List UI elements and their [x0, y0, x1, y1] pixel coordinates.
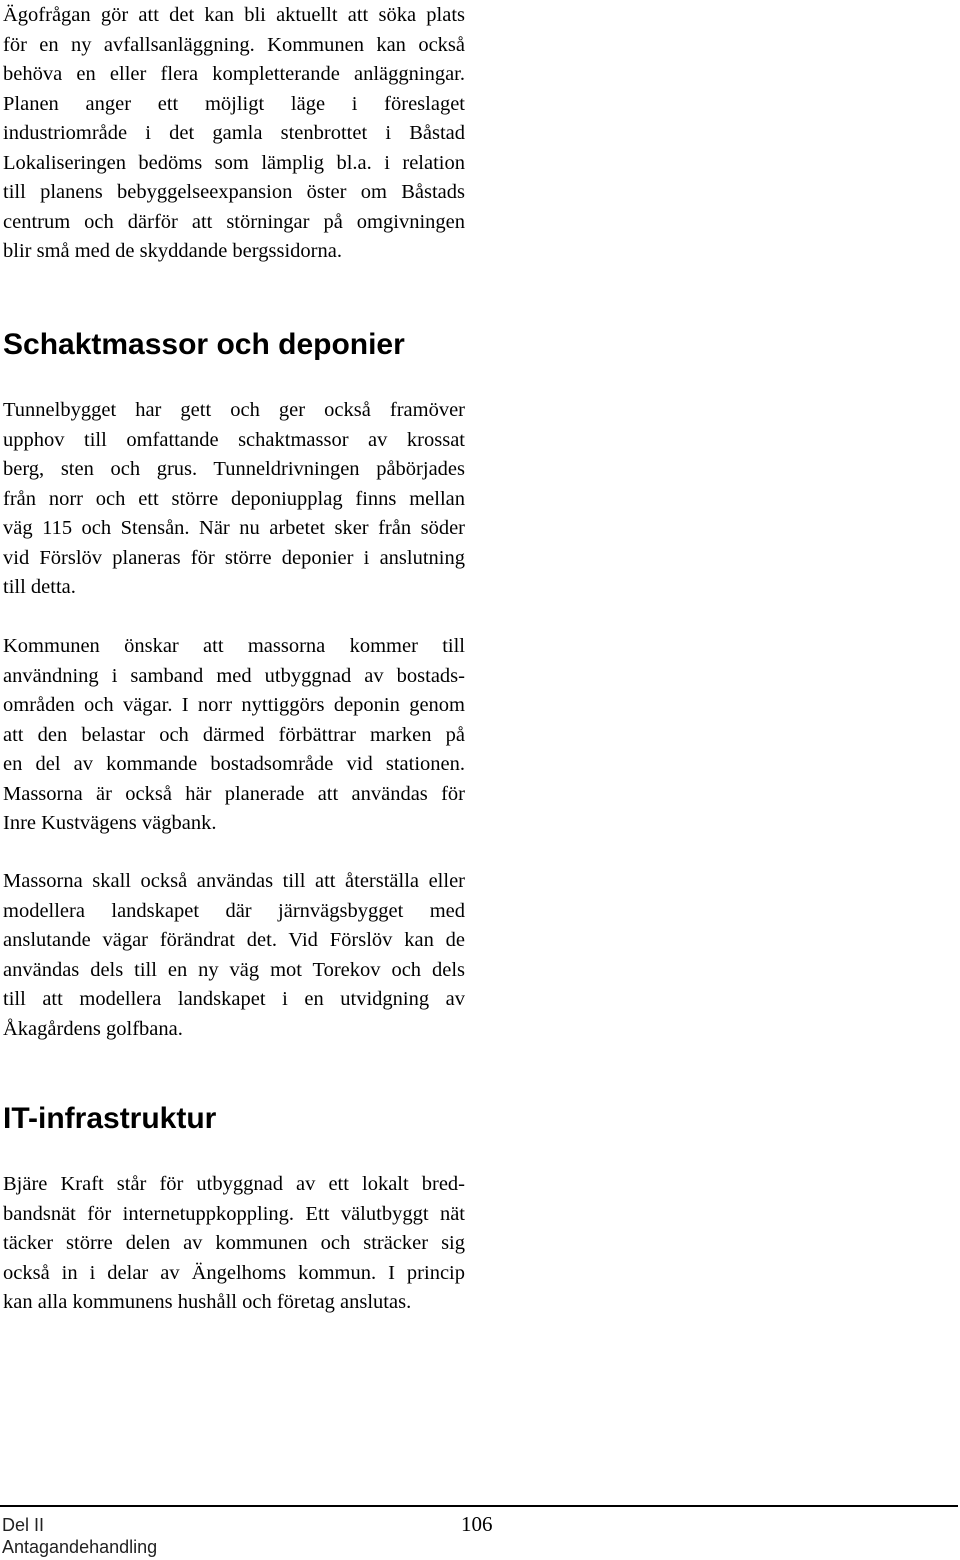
schakt-paragraph-1: [3, 396, 465, 603]
text-line: också in i delar av Ängelhoms kommun. I princip: [3, 1261, 465, 1284]
text-line: behöva en eller flera kompletterande anläggningar.: [3, 63, 465, 85]
text-line: blir små med de skyddande bergssidorna.: [3, 240, 342, 262]
text-line: Planen anger ett möjligt läge i föreslaget: [3, 92, 465, 115]
schakt-paragraph-2: [3, 632, 465, 839]
text-line: en del av kommande bostadsområde vid stationen.: [3, 753, 465, 775]
it-paragraph-1: [3, 1170, 465, 1318]
text-line: industriområde i det gamla stenbrottet i Båstad: [3, 122, 465, 144]
text-line: för en ny avfallsanläggning. Kommunen kan också: [3, 33, 465, 56]
intro-paragraph: [3, 1, 465, 267]
text-line: Åkagårdens golfbana.: [3, 1017, 183, 1040]
text-line: täcker större delen av kommunen och sträcker sig: [3, 1232, 465, 1254]
text-line: Ägofrågan gör att det kan bli aktuellt att söka plats: [3, 4, 465, 26]
text-line: Lokaliseringen bedöms som lämplig bl.a. i relation: [3, 151, 465, 174]
text-line: från norr och ett större deponiupplag finns mellan: [3, 487, 465, 510]
text-line: användas dels till en ny väg mot Torekov och dels: [3, 958, 465, 981]
text-line: Massorna skall också användas till att återställa eller: [3, 870, 465, 892]
page-number: 106: [461, 1512, 493, 1536]
text-line: modellera landskapet där järnvägsbygget med: [3, 899, 465, 922]
text-line: Massorna är också här planerade att användas för: [3, 782, 465, 805]
text-line: centrum och därför att störningar på omgivningen: [3, 210, 465, 233]
text-line: till planens bebyggelseexpansion öster om Båstads: [3, 181, 465, 203]
text-line: till detta.: [3, 576, 76, 598]
footer-document-status: Antagandehandling: [2, 1537, 158, 1557]
text-line: berg, sten och grus. Tunneldrivningen påbörjades: [3, 458, 465, 480]
text-line: anslutande vägar förändrat det. Vid Förslöv kan de: [3, 929, 465, 951]
footer-section-label: Del II: [2, 1515, 45, 1535]
footer-rule: [0, 1505, 958, 1507]
section-heading-schaktmassor: Schaktmassor och deponier: [3, 328, 405, 361]
text-line: kan alla kommunens hushåll och företag anslutas.: [3, 1291, 412, 1313]
text-line: vid Förslöv planeras för större deponier i anslutning: [3, 546, 465, 569]
text-line: upphov till omfattande schaktmassor av krossat: [3, 428, 465, 451]
section-heading-it-infrastruktur: IT-infrastruktur: [3, 1102, 217, 1135]
text-line: bandsnät för internetuppkoppling. Ett välutbyggt nät: [3, 1202, 465, 1225]
schakt-paragraph-3: [3, 867, 465, 1044]
text-line: områden och vägar. I norr nyttiggörs deponin genom: [3, 694, 465, 716]
text-line: Inre Kustvägens vägbank.: [3, 812, 217, 834]
text-line: väg 115 och Stensån. När nu arbetet sker från söder: [3, 517, 465, 539]
text-line: till att modellera landskapet i en utvidgning av: [3, 988, 465, 1010]
text-line: Kommunen önskar att massorna kommer till: [3, 635, 465, 657]
text-line: att den belastar och därmed förbättrar marken på: [3, 723, 465, 746]
text-line: användning i samband med utbyggnad av bostads-: [3, 664, 465, 687]
text-line: Tunnelbygget har gett och ger också framöver: [3, 399, 465, 421]
text-line: Bjäre Kraft står för utbyggnad av ett lokalt bred-: [3, 1173, 465, 1195]
